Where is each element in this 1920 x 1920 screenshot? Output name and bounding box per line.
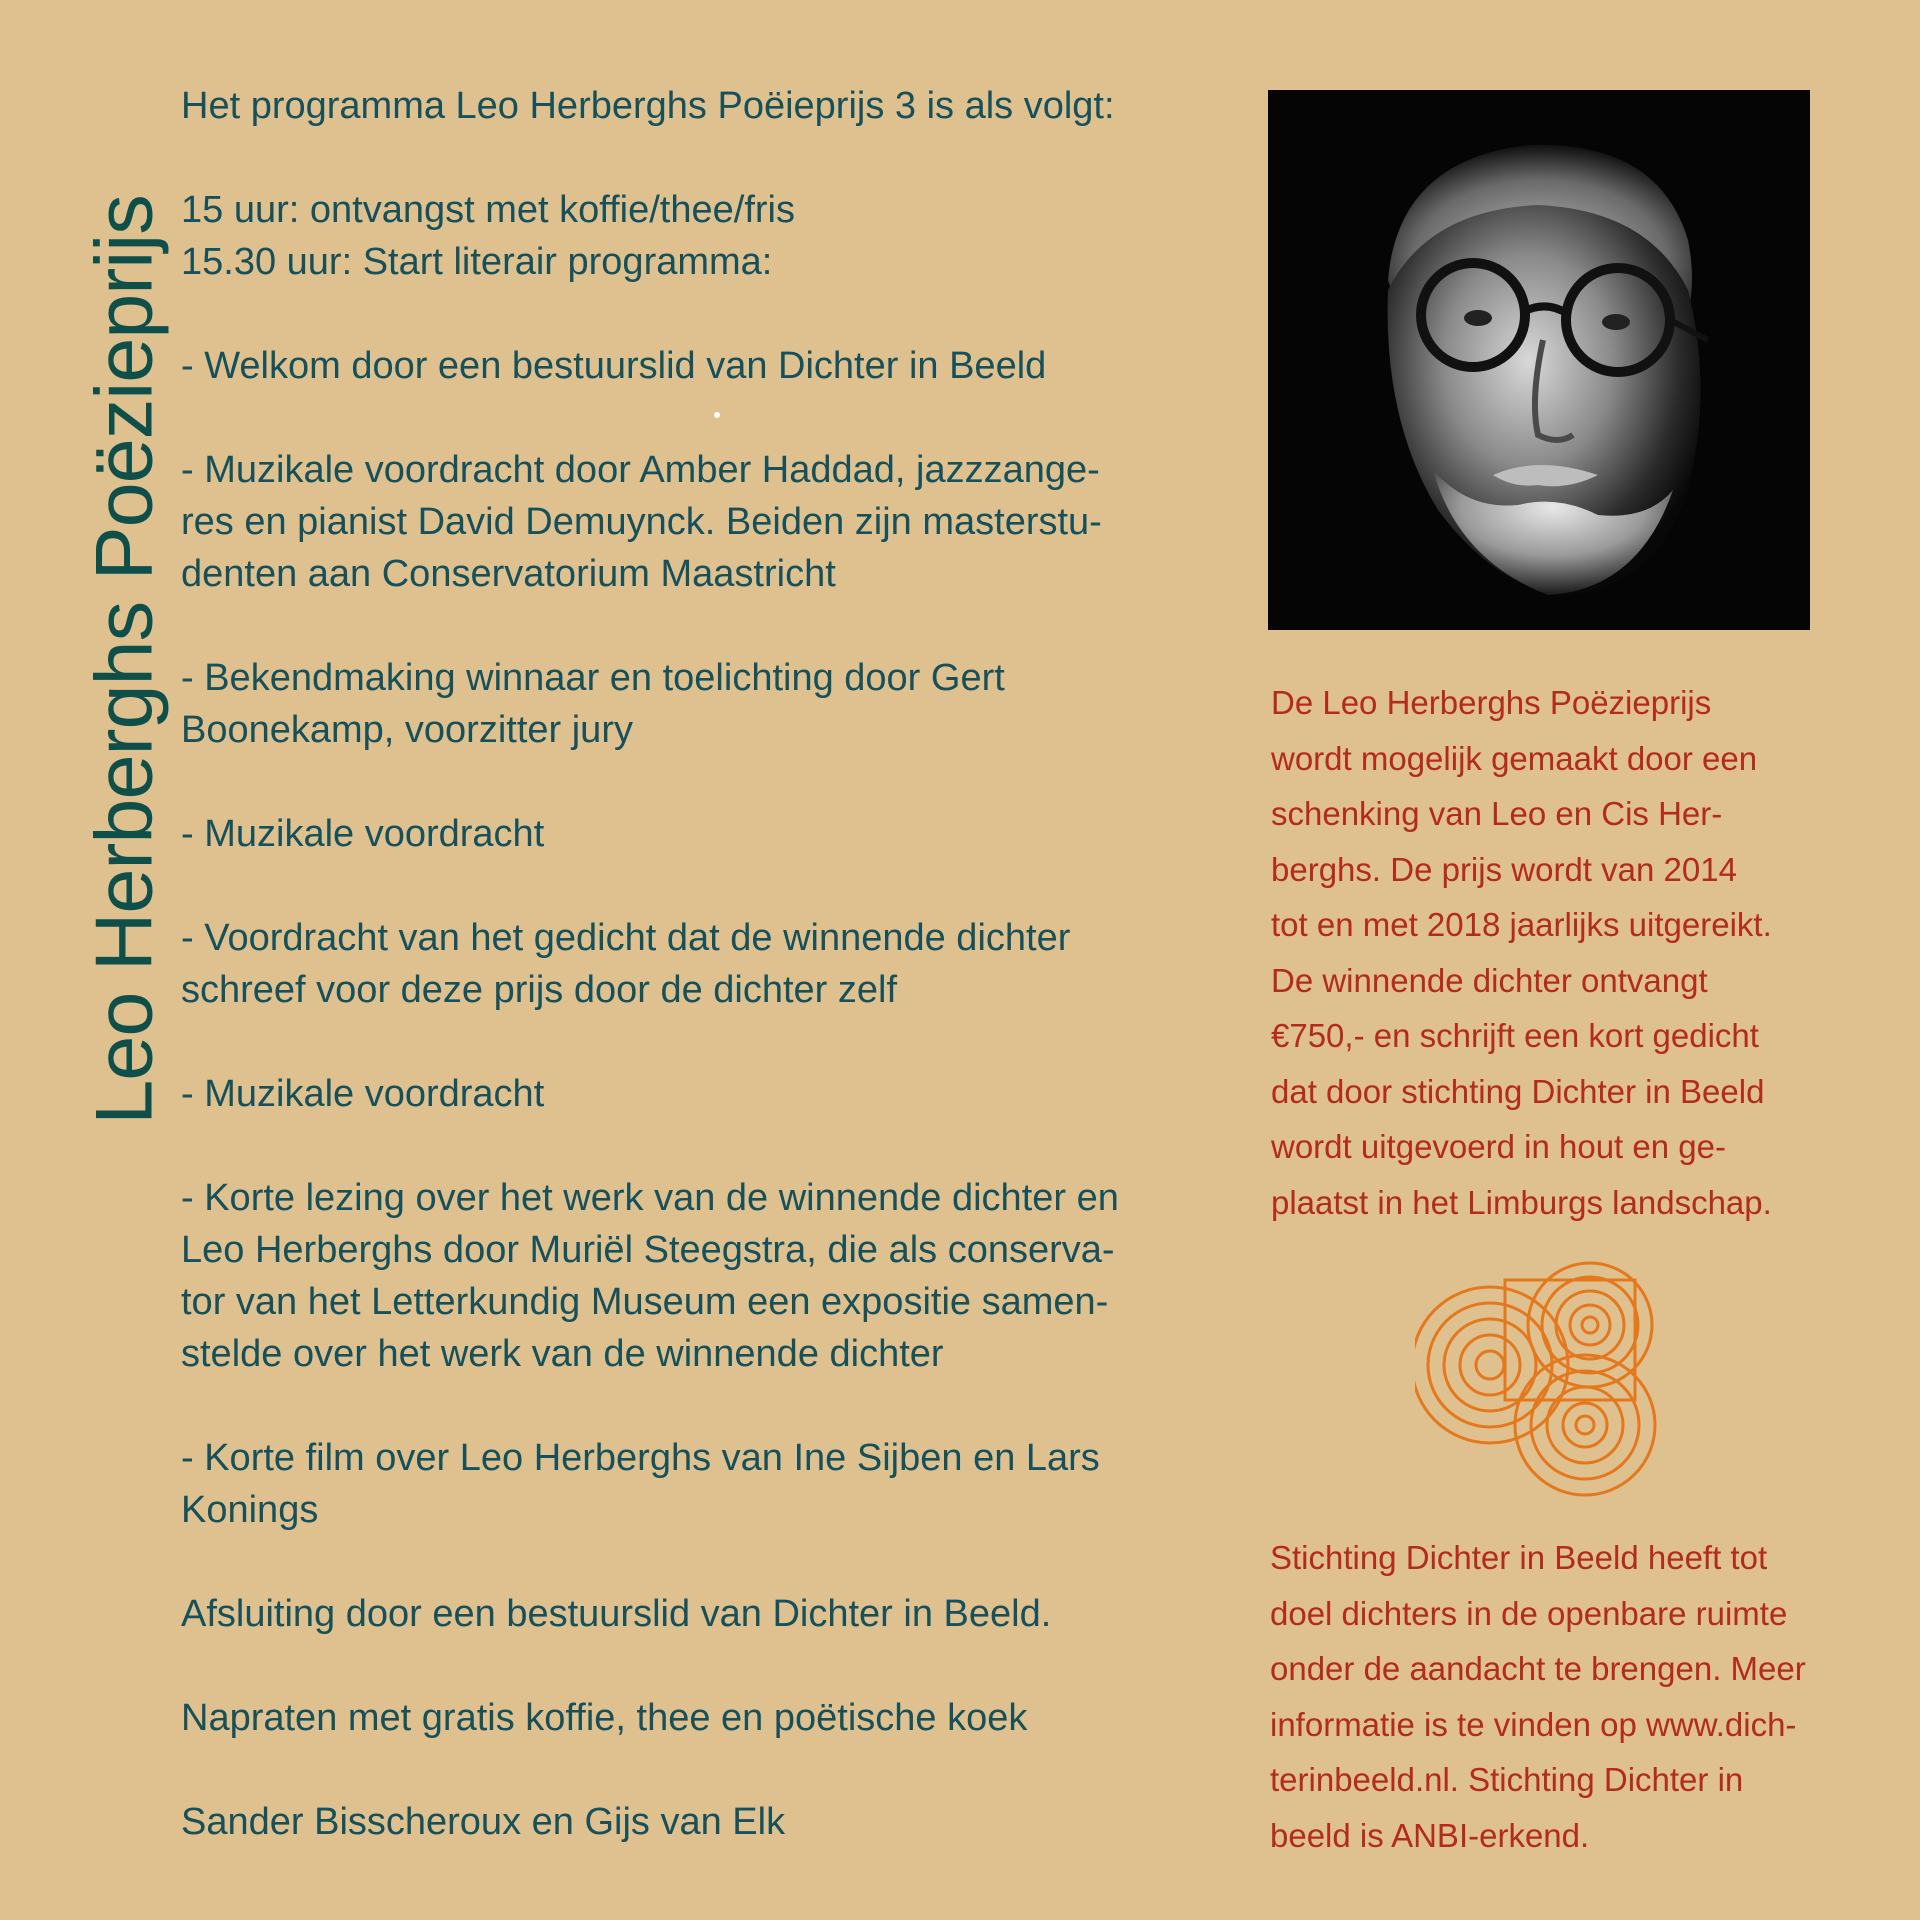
prize-info-line: €750,- en schrijft een kort gedicht: [1271, 1017, 1759, 1054]
program-spacer: [181, 1640, 1231, 1692]
program-line: Sander Bisscheroux en Gijs van Elk: [181, 1801, 786, 1843]
program-line: - Muzikale voordracht door Amber Haddad, jazzzange-: [181, 449, 1100, 491]
program-line: Boonekamp, voorzitter jury: [181, 709, 633, 751]
program-spacer: [181, 1744, 1231, 1796]
program-line: - Bekendmaking winnaar en toelichting door Gert: [181, 657, 1005, 699]
program-line: - Voordracht van het gedicht dat de winnende dichter: [181, 917, 1071, 959]
program-line: Het programma Leo Herberghs Poëieprijs 3 is als volgt:: [181, 85, 1115, 127]
program-line: Leo Herberghs door Muriël Steegstra, die als conserva-: [181, 1229, 1115, 1271]
program-spacer: [181, 1536, 1231, 1588]
portrait-illustration: [1268, 90, 1810, 630]
program-line: tor van het Letterkundig Museum een expositie samen-: [181, 1281, 1109, 1323]
foundation-info-line: informatie is te vinden op www.dich-: [1270, 1705, 1797, 1743]
program-line: - Muzikale voordracht: [181, 813, 545, 855]
program-line: 15 uur: ontvangst met koffie/thee/fris: [181, 189, 795, 231]
prize-info-line: plaatst in het Limburgs landschap.: [1271, 1183, 1772, 1221]
program-line: 15.30 uur: Start literair programma:: [181, 241, 773, 283]
prize-info-line: De Leo Herberghs Poëzieprijs: [1271, 684, 1712, 721]
program-spacer: [181, 860, 1231, 912]
side-title: Leo Herberghs Poëzieprijs: [79, 195, 170, 1125]
prize-info-line: schenking van Leo en Cis Her-: [1271, 795, 1723, 832]
prize-info-line: tot en met 2018 jaarlijks uitgereikt.: [1271, 906, 1772, 943]
program-line: Napraten met gratis koffie, thee en poëtische koek: [181, 1697, 1028, 1739]
program-line: - Korte film over Leo Herberghs van Ine Sijben en Lars: [181, 1437, 1100, 1479]
portrait-photo: [1268, 90, 1810, 630]
decorative-dot: [714, 412, 720, 418]
prize-info-line: dat door stichting Dichter in Beeld: [1271, 1072, 1765, 1110]
foundation-info-line: doel dichters in de openbare ruimte: [1270, 1594, 1788, 1632]
prize-info-line: De winnende dichter ontvangt: [1271, 961, 1708, 999]
prize-info-text: [1271, 675, 1772, 1230]
program-spacer: [181, 1016, 1231, 1068]
foundation-info-text: [1270, 1530, 1806, 1863]
program-line: Afsluiting door een bestuurslid van Dichter in Beeld.: [181, 1593, 1052, 1635]
foundation-info-line: beeld is ANBI-erkend.: [1270, 1816, 1590, 1854]
program-line: res en pianist David Demuynck. Beiden zijn masterstu-: [181, 501, 1102, 543]
prize-info-line: wordt mogelijk gemaakt door een: [1271, 739, 1758, 777]
program-spacer: [181, 756, 1231, 808]
program-line: denten aan Conservatorium Maastricht: [181, 553, 836, 595]
program-line: schreef voor deze prijs door de dichter zelf: [181, 969, 898, 1011]
program-spacer: [181, 132, 1231, 184]
program-spacer: [181, 600, 1231, 652]
program-spacer: [181, 1120, 1231, 1172]
foundation-info-line: Stichting Dichter in Beeld heeft tot: [1270, 1539, 1768, 1576]
program-line: - Welkom door een bestuurslid van Dichter in Beeld: [181, 345, 1047, 387]
prize-info-line: wordt uitgevoerd in hout en ge-: [1271, 1128, 1726, 1165]
program-line: stelde over het werk van de winnende dichter: [181, 1333, 944, 1375]
dichter-in-beeld-logo: [1415, 1260, 1675, 1500]
foundation-info-line: terinbeeld.nl. Stichting Dichter in: [1270, 1761, 1744, 1798]
program-line: Konings: [181, 1489, 319, 1531]
program-line: - Muzikale voordracht: [181, 1073, 545, 1115]
foundation-info-line: onder de aandacht te brengen. Meer: [1270, 1650, 1806, 1687]
program-spacer: [181, 392, 1231, 444]
prize-info-line: berghs. De prijs wordt van 2014: [1271, 850, 1737, 888]
program-line: - Korte lezing over het werk van de winnende dichter en: [181, 1177, 1119, 1219]
program-spacer: [181, 1380, 1231, 1432]
program-spacer: [181, 288, 1231, 340]
program-text: [181, 80, 1231, 1848]
